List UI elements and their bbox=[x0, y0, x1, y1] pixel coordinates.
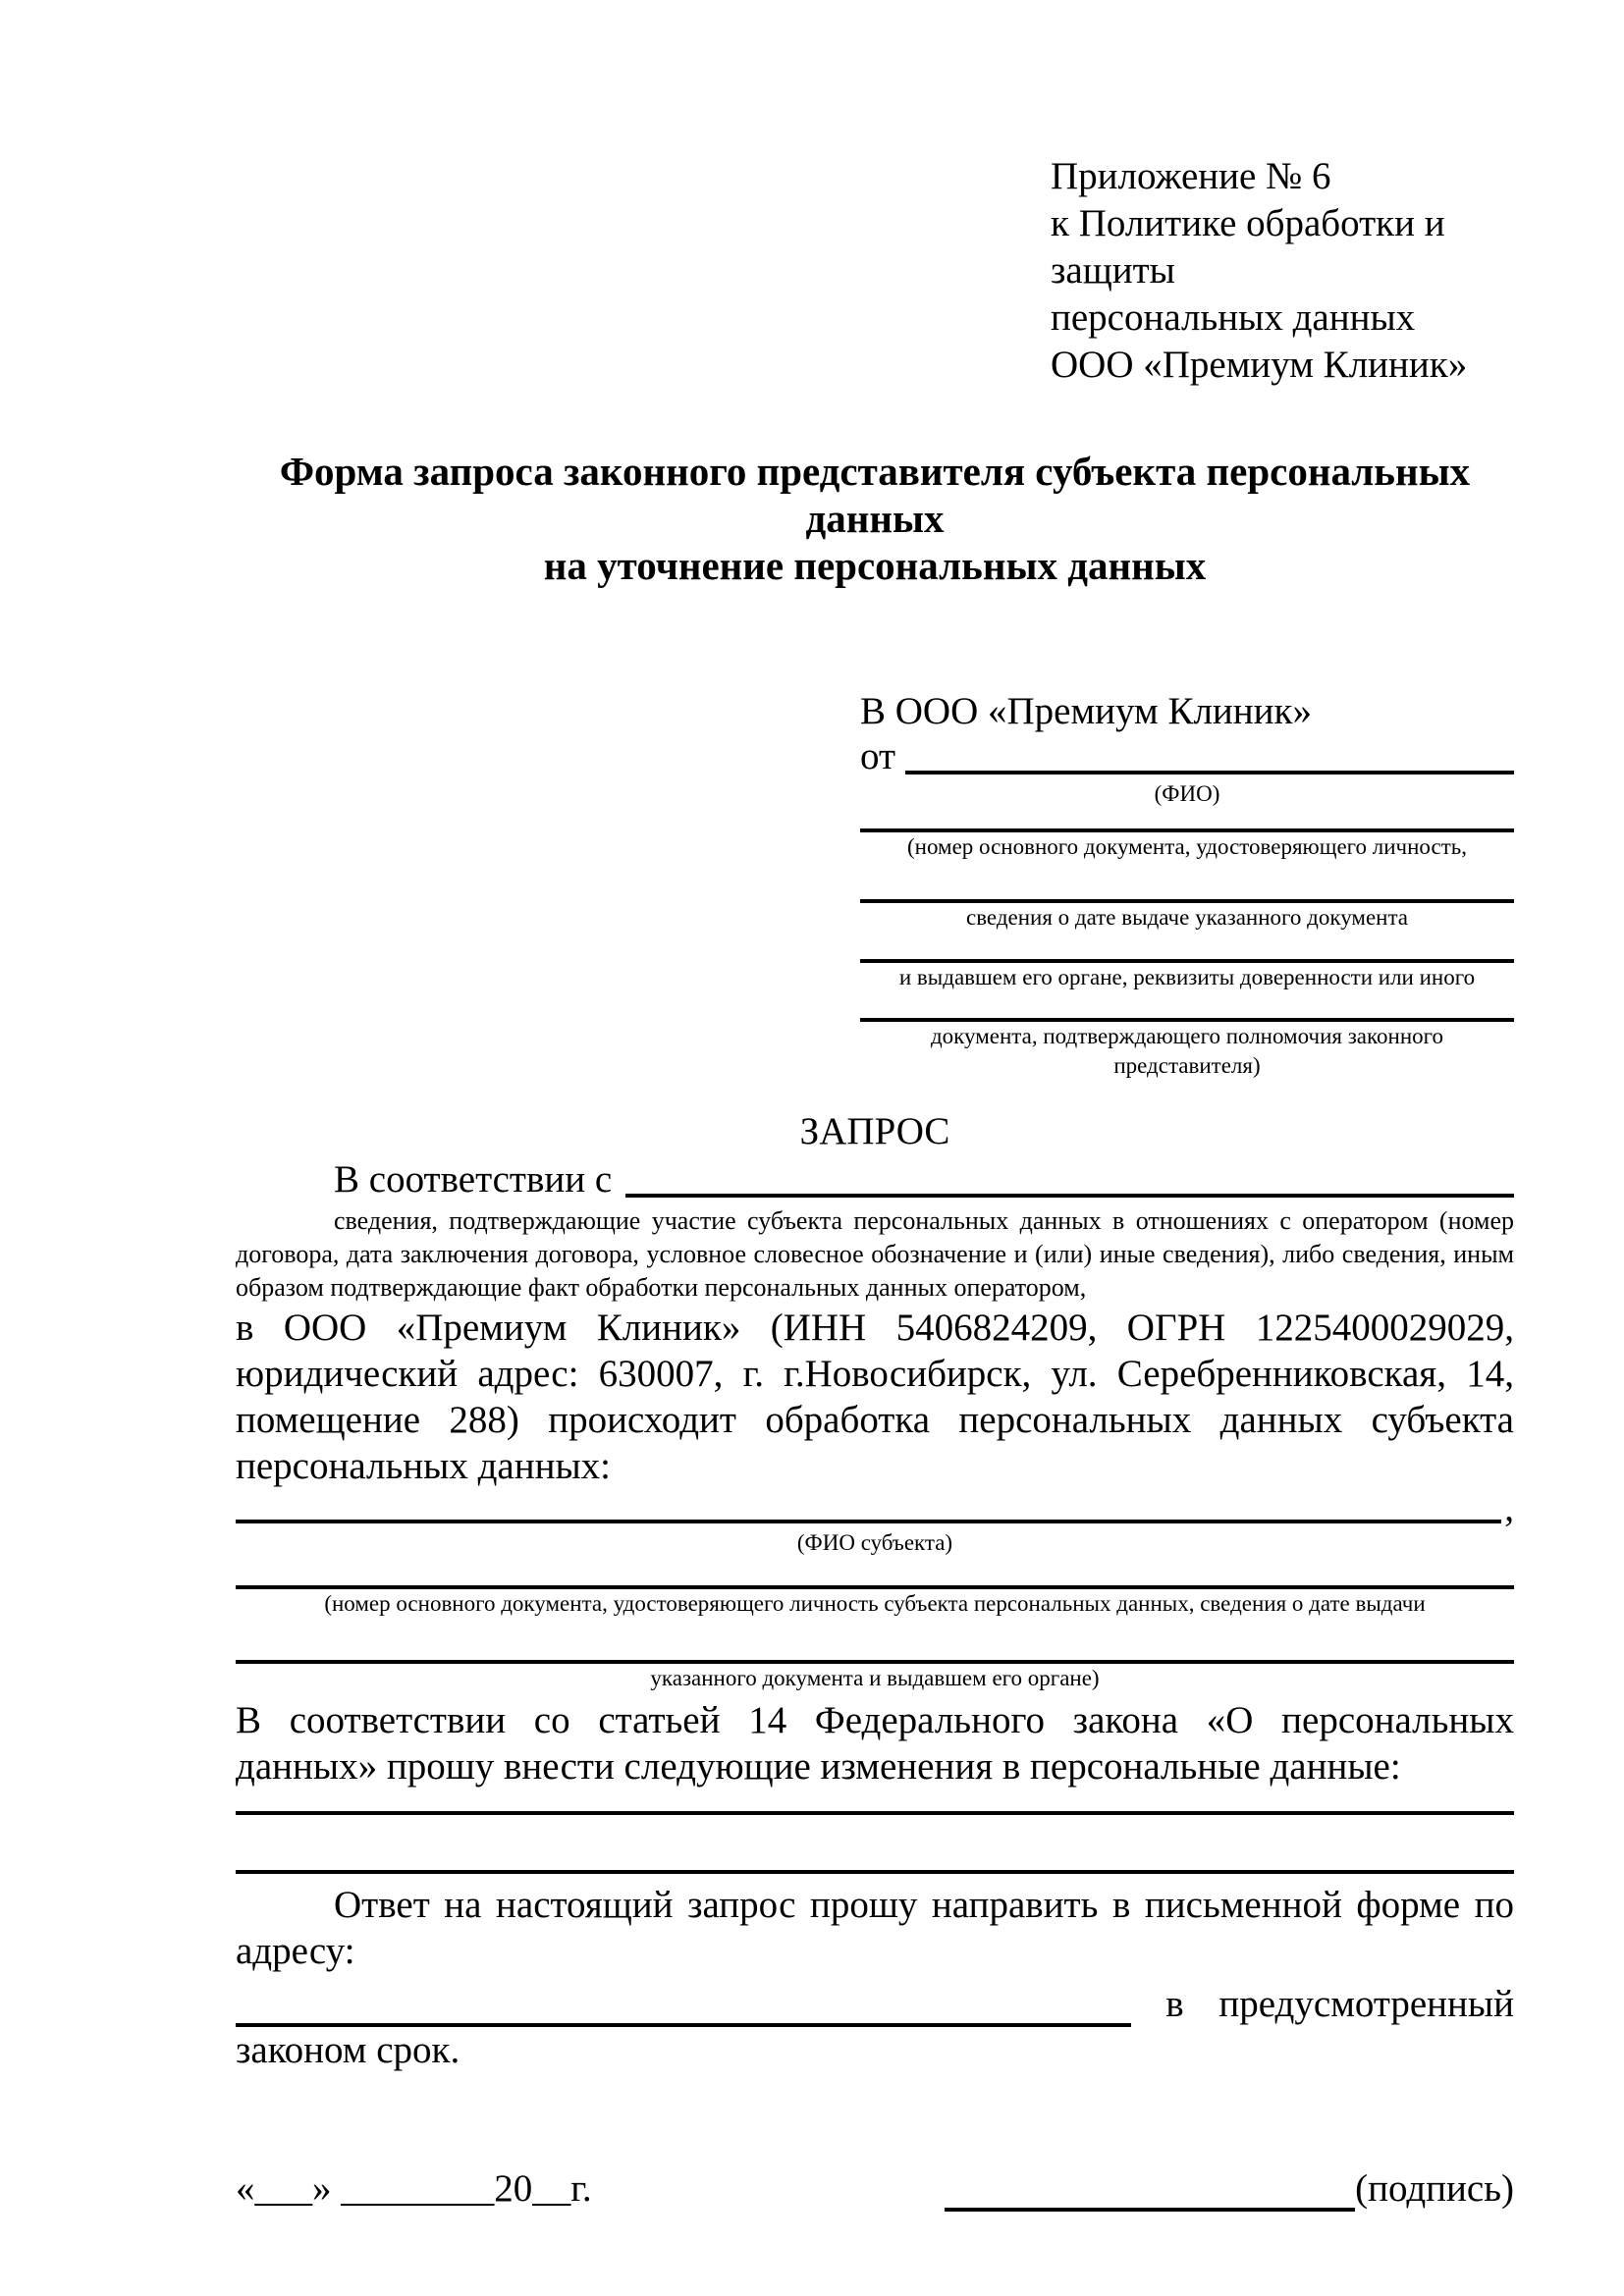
signature-caption: (подпись) bbox=[1355, 2167, 1514, 2210]
operator-paragraph: в ООО «Премиум Клиник» (ИНН 5406824209, ОГРН 1225400029029, юридический адрес: 630007, г. г.Новосибирск, ул. Серебренниковская, 14, помещение 288) происходит обработка персональных данных субъекта персональных данных: bbox=[236, 1307, 1514, 1487]
date-signature-row bbox=[236, 2165, 1514, 2212]
addressee-organization: В ООО «Премиум Клиник» bbox=[860, 690, 1312, 732]
date-field: «___» ________20__г. bbox=[236, 2167, 592, 2210]
representative-doc-caption: (номер основного документа, удостоверяющего личность, bbox=[906, 834, 1467, 859]
fio-caption: (ФИО) bbox=[1154, 781, 1220, 806]
addressee-block bbox=[860, 689, 1514, 1081]
accordance-row bbox=[236, 1156, 1514, 1202]
answer-paragraph-line1: Ответ на настоящий запрос прошу направить в письменной форме по адресу: bbox=[236, 1884, 1514, 1972]
from-row bbox=[860, 734, 1514, 779]
form-title-line: Форма запроса законного представителя субъекта персональных данных bbox=[279, 449, 1471, 541]
changes-field-line bbox=[236, 1858, 1514, 1874]
representative-doc-caption: документа, подтверждающего полномочия законного представителя) bbox=[930, 1024, 1443, 1078]
representative-doc-field-line bbox=[860, 947, 1514, 963]
subject-fio-caption: (ФИО субъекта) bbox=[796, 1530, 953, 1555]
document-content bbox=[236, 0, 1514, 2212]
subject-doc-field-line bbox=[236, 1648, 1514, 1664]
representative-doc-field-line bbox=[860, 817, 1514, 832]
request-heading: ЗАПРОС bbox=[799, 1110, 950, 1152]
changes-field-line bbox=[236, 1799, 1514, 1815]
answer-right-text: в предусмотренный bbox=[1165, 1983, 1514, 2025]
answer-paragraph-line3: законом срок. bbox=[236, 2029, 460, 2071]
answer-address-row bbox=[236, 1974, 1514, 2027]
law-paragraph: В соответствии со статьей 14 Федерального закона «О персональных данных» прошу внести следующие изменения в персональные данные: bbox=[236, 1699, 1514, 1788]
subject-doc-caption: (номер основного документа, удостоверяющего личность субъекта персональных данных, сведения о дате выдачи bbox=[324, 1591, 1426, 1616]
annex-line: ООО «Премиум Клиник» bbox=[1051, 344, 1468, 386]
representative-doc-field-line bbox=[860, 887, 1514, 903]
signature-group bbox=[945, 2165, 1514, 2212]
representative-fio-field-line bbox=[905, 734, 1514, 774]
signature-field-line bbox=[945, 2166, 1355, 2212]
annex-line: персональных данных bbox=[1051, 296, 1416, 339]
annex-block bbox=[1051, 153, 1514, 389]
accordance-footnote: сведения, подтверждающие участие субъекта персональных данных в отношениях с оператором (номер договора, дата заключения договора, условное словесное обозначение и (или) иные сведения), либо сведения, иным образом подтверждающие факт обработки персональных данных оператором, bbox=[236, 1206, 1514, 1302]
form-title-line: на уточнение персональных данных bbox=[543, 543, 1207, 588]
representative-doc-caption: сведения о дате выдаче указанного документа bbox=[965, 905, 1409, 930]
subject-doc-caption: указанного документа и выдавшем его органе) bbox=[650, 1666, 1100, 1690]
subject-doc-field-line bbox=[236, 1574, 1514, 1589]
accordance-prefix: В соответствии с bbox=[334, 1158, 613, 1201]
accordance-field-line bbox=[625, 1156, 1514, 1198]
answer-address-field-line bbox=[236, 1980, 1131, 2027]
from-label: от bbox=[860, 735, 896, 777]
representative-doc-caption: и выдавшем его органе, реквизиты доверенности или иного bbox=[898, 965, 1476, 989]
trailing-comma: , bbox=[1504, 1487, 1514, 1529]
annex-line: к Политике обработки и защиты bbox=[1051, 202, 1445, 292]
form-title bbox=[236, 448, 1514, 589]
subject-fio-row bbox=[236, 1489, 1514, 1528]
annex-line: Приложение № 6 bbox=[1051, 155, 1331, 197]
representative-doc-field-line bbox=[860, 1006, 1514, 1022]
subject-fio-field-line bbox=[236, 1489, 1501, 1523]
